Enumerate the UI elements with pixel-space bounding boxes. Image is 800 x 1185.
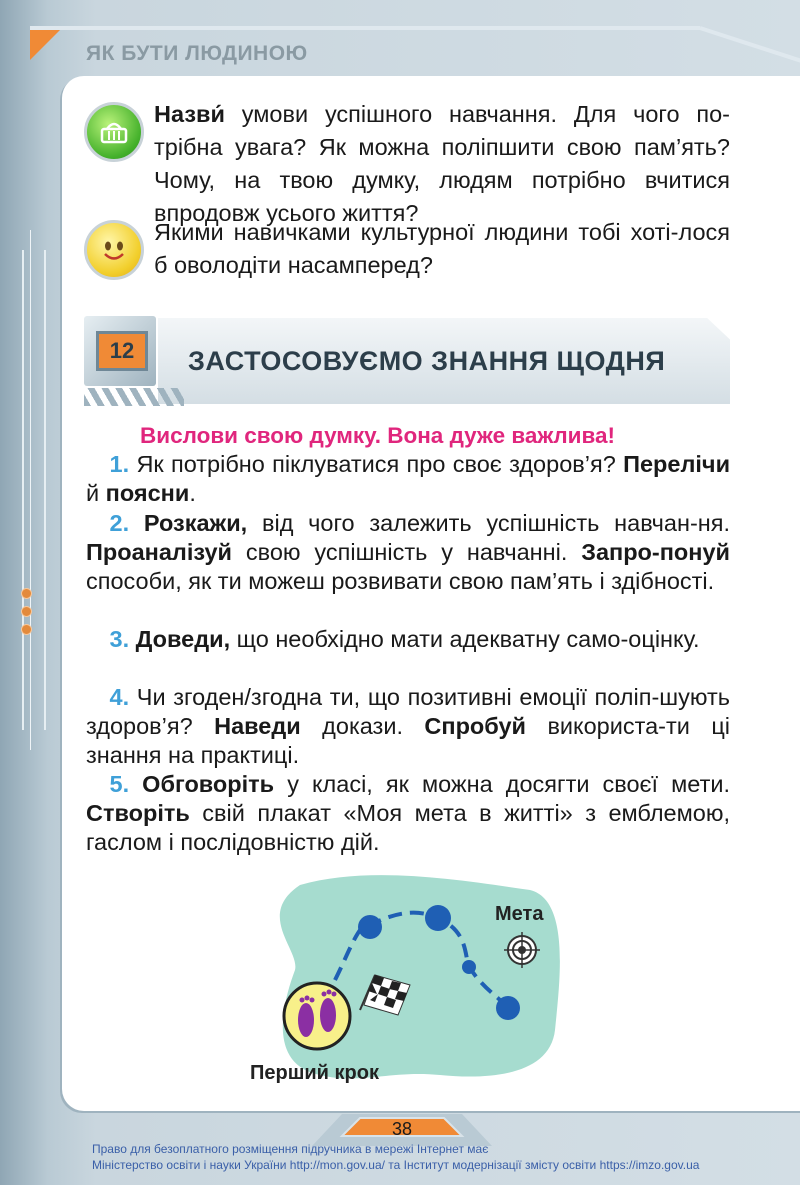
- running-header: ЯК БУТИ ЛЮДИНОЮ: [86, 42, 308, 65]
- task-number: 2.: [109, 510, 130, 536]
- side-decoration-line: [30, 230, 35, 750]
- path-dot: [358, 915, 382, 939]
- task-item: 3. Доведи, що необхідно мати адекватну само-оцінку.: [109, 626, 700, 652]
- task-number: 1.: [109, 451, 130, 477]
- smile-icon: [84, 220, 144, 280]
- question-row: [84, 216, 730, 282]
- section-number: 12: [96, 331, 148, 371]
- page-number: 38: [391, 1119, 413, 1139]
- path-dot: [462, 960, 476, 974]
- path-dot: [496, 996, 520, 1020]
- prompt-heading: Вислови свою думку. Вона дуже важлива!: [140, 423, 616, 448]
- task-item: 5. Обговоріть у класі, як можна досягти своєї мети. Створіть свій плакат «Моя мета в житті» з емблемою, гаслом і послідовністю дій.: [86, 771, 730, 855]
- side-dot: [21, 588, 32, 599]
- question-text: Назви́ умови успішного навчання. Для чого по-трібна увага? Як можна поліпшити свою пам’ять? Чому, на твою думку, людям потрібно вчитися впродовж усього життя?: [154, 101, 730, 226]
- question-text: Якими навичками культурної людини тобі хоті-лося б оволодіти насамперед?: [154, 219, 730, 278]
- section-header: [84, 316, 730, 406]
- top-frame-line: [30, 26, 700, 30]
- task-item: 1. Як потрібно піклуватися про своє здоров’я? Перелічи й поясни.: [86, 451, 731, 506]
- path-dot: [425, 905, 451, 931]
- footprints-icon: [284, 983, 350, 1049]
- task-number: 5.: [109, 771, 130, 797]
- task-number: 3.: [109, 626, 130, 652]
- corner-triangle: [30, 30, 60, 60]
- basket-icon: [84, 102, 144, 162]
- side-dot: [21, 624, 32, 635]
- footer-line-1: Право для безоплатного розміщення підручника в мережі Інтернет має: [92, 1142, 489, 1156]
- goal-label: Мета: [495, 903, 544, 925]
- section-number-box: [84, 316, 156, 386]
- section-title: ЗАСТОСОВУЄМО ЗНАННЯ ЩОДНЯ: [188, 346, 666, 376]
- task-item: 2. Розкажи, від чого залежить успішність навчан-ня. Проаналізуй свою успішність у навчанні. Запро-понуй способи, як ти можеш розвивати свою пам’ять і здібності.: [86, 510, 730, 594]
- task-number: 4.: [109, 684, 130, 710]
- start-label: Перший крок: [250, 1062, 379, 1084]
- task-item: 4. Чи згоден/згодна ти, що позитивні емоції поліп-шують здоров’я? Наведи докази. Спробуй використа-ти ці знання на практиці.: [86, 684, 730, 768]
- path-to-goal-illustration: [240, 870, 570, 1100]
- side-dot: [21, 606, 32, 617]
- section-stripes: [84, 388, 184, 406]
- footer-line-2: Міністерство освіти і науки України http://mon.gov.ua/ та Інститут модернізації змісту освіти https://imzo.gov.ua: [92, 1158, 700, 1172]
- question-row: [84, 98, 730, 230]
